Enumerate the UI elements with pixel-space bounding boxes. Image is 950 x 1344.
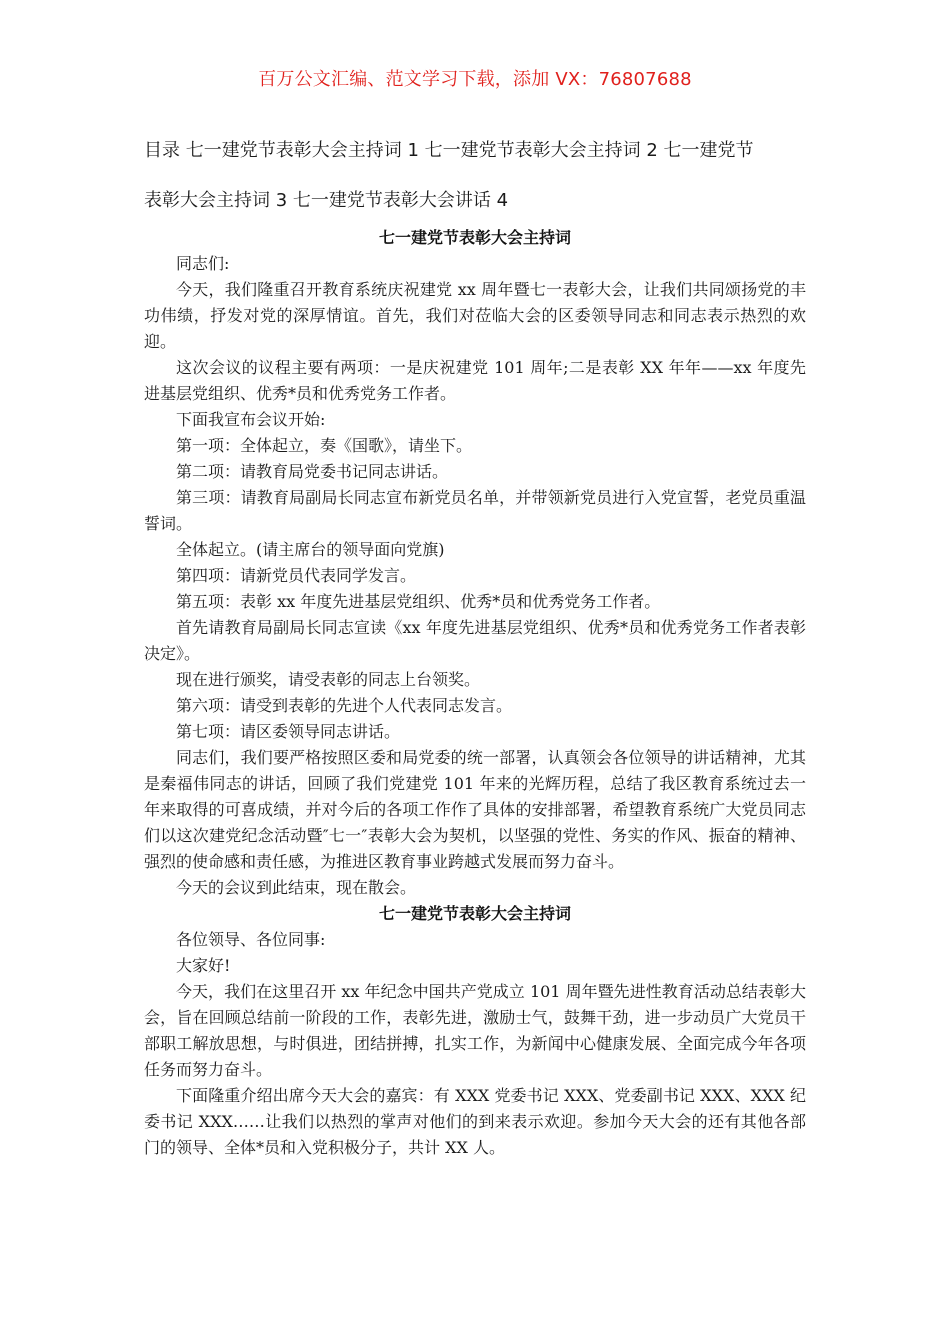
toc-line: 表彰大会主持词 3 七一建党节表彰大会讲话 4 [144, 190, 509, 211]
paragraph: 同志们，我们要严格按照区委和局党委的统一部署，认真领会各位领导的讲话精神，尤其是秦福伟同志的讲话，回顾了我们党建党 101 年来的光辉历程，总结了我区教育系统过去一年来取得的可喜成绩，并对今后的各项工作作了具体的安排部署，希望教育系统广大党员同志们以这次建党纪念活动暨″七一″表彰大会为契机，以坚强的党性、务实的作风、振奋的精神、强烈的使命感和责任感，为推进区教育事业跨越式发展而努力奋斗。 [144, 748, 806, 871]
section-title: 七一建党节表彰大会主持词 [378, 904, 571, 923]
paragraph: 现在进行颁奖，请受表彰的同志上台领奖。 [176, 670, 481, 689]
paragraph: 第六项：请受到表彰的先进个人代表同志发言。 [176, 696, 513, 715]
paragraph: 今天的会议到此结束，现在散会。 [176, 878, 417, 897]
toc-line: 目录 七一建党节表彰大会主持词 1 七一建党节表彰大会主持词 2 七一建党节 [144, 140, 754, 161]
paragraph: 各位领导、各位同事: [176, 930, 326, 949]
paragraph: 同志们: [176, 254, 230, 273]
paragraph: 下面隆重介绍出席今天大会的嘉宾：有 XXX 党委书记 XXX、党委副书记 XXX、XXX 纪委书记 XXX……让我们以热烈的掌声对他们的到来表示欢迎。参加今天大会的还有其他各部门的领导、全体*员和入党积极分子，共计 XX 人。 [144, 1086, 806, 1157]
paragraph: 下面我宣布会议开始: [176, 410, 326, 429]
document-body [144, 225, 806, 1161]
paragraph: 第四项：请新党员代表同学发言。 [176, 566, 417, 585]
watermark-banner: 百万公文汇编、范文学习下载，添加 VX：76807688 [258, 69, 692, 90]
paragraph: 第一项：全体起立，奏《国歌》，请坐下。 [176, 436, 473, 455]
paragraph: 第七项：请区委领导同志讲话。 [176, 722, 401, 741]
paragraph: 今天，我们在这里召开 xx 年纪念中国共产党成立 101 周年暨先进性教育活动总结表彰大会，旨在回顾总结前一阶段的工作，表彰先进，激励士气，鼓舞干劲，进一步动员广大党员干部职工解放思想，与时俱进，团结拼搏，扎实工作，为新闻中心健康发展、全面完成今年各项任务而努力奋斗。 [144, 982, 806, 1079]
paragraph: 今天，我们隆重召开教育系统庆祝建党 xx 周年暨七一表彰大会，让我们共同颂扬党的丰功伟绩，抒发对党的深厚情谊。首先，我们对莅临大会的区委领导同志和同志表示热烈的欢迎。 [144, 280, 806, 351]
paragraph: 第三项：请教育局副局长同志宣布新党员名单，并带领新党员进行入党宣誓，老党员重温誓词。 [144, 488, 806, 533]
paragraph: 第五项：表彰 xx 年度先进基层党组织、优秀*员和优秀党务工作者。 [176, 592, 661, 611]
paragraph: 大家好! [176, 956, 231, 975]
section-title: 七一建党节表彰大会主持词 [378, 228, 571, 247]
paragraph: 这次会议的议程主要有两项：一是庆祝建党 101 周年;二是表彰 XX 年年——xx 年度先进基层党组织、优秀*员和优秀党务工作者。 [144, 358, 806, 403]
paragraph: 第二项：请教育局党委书记同志讲话。 [176, 462, 449, 481]
paragraph: 全体起立。(请主席台的领导面向党旗) [176, 540, 445, 559]
table-of-contents [144, 136, 816, 216]
paragraph: 首先请教育局副局长同志宣读《xx 年度先进基层党组织、优秀*员和优秀党务工作者表彰决定》。 [144, 618, 806, 663]
